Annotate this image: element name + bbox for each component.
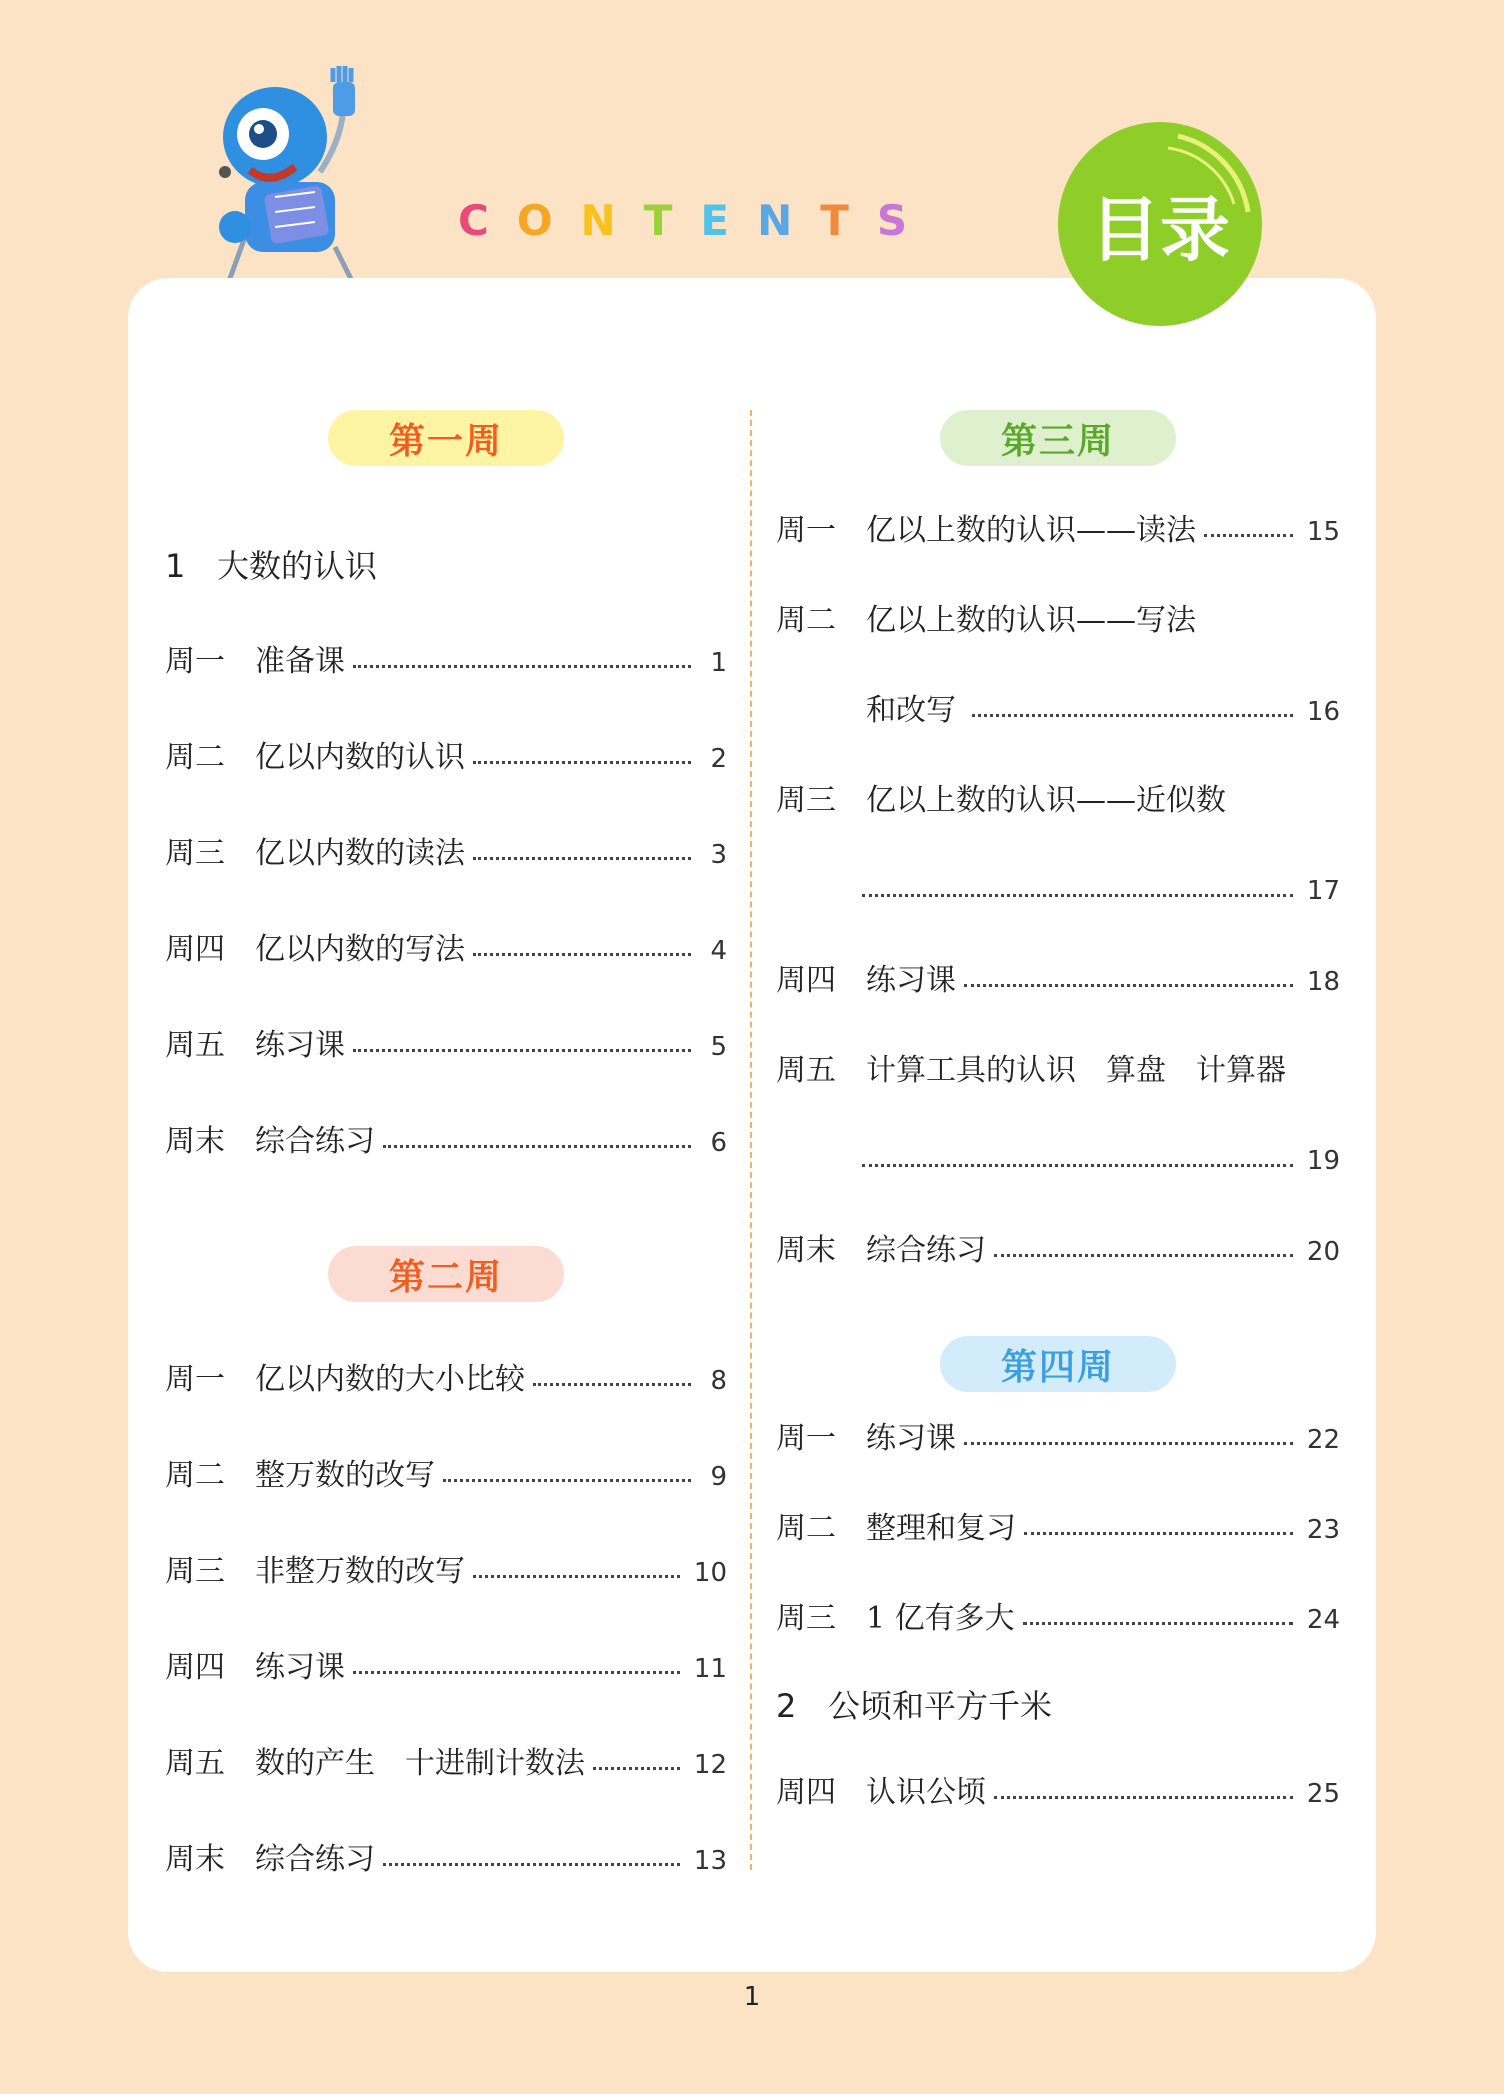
toc-title: 亿以内数的写法: [255, 932, 465, 967]
section-title: 公顷和平方千米: [828, 1687, 1053, 1725]
toc-entry[interactable]: [776, 1484, 1340, 1574]
contents-letter: S: [876, 196, 936, 245]
section-number: 2: [776, 1687, 797, 1725]
toc-title: 认识公顷: [866, 1775, 986, 1810]
toc-entry[interactable]: [165, 1332, 727, 1428]
toc-leader-dots: [383, 1863, 680, 1866]
contents-letter: T: [820, 196, 877, 245]
week-4-pill: [940, 1336, 1176, 1392]
toc-page-number: 6: [710, 1128, 727, 1158]
toc-leader-dots: [353, 665, 691, 668]
toc-page-number: 17: [1306, 876, 1340, 906]
toc-entry[interactable]: [165, 1428, 727, 1524]
toc-title: 综合练习: [255, 1124, 375, 1159]
toc-entry[interactable]: [776, 576, 1340, 666]
toc-day: 周二: [776, 603, 836, 638]
toc-leader-dots: [383, 1145, 691, 1148]
toc-leader-dots: [593, 1767, 680, 1770]
toc-page-number: 9: [710, 1462, 727, 1492]
catalog-badge: [1058, 122, 1262, 326]
toc-entry[interactable]: [165, 1094, 727, 1190]
section-title: 大数的认识: [217, 547, 378, 585]
catalog-badge-text: 目录: [1090, 188, 1230, 271]
toc-page-number: 13: [693, 1846, 727, 1876]
toc-day: 周二: [165, 1458, 225, 1493]
toc-page-number: 10: [693, 1558, 727, 1588]
toc-title: 亿以上数的认识——近似数: [866, 783, 1226, 818]
toc-day: 周四: [165, 932, 225, 967]
toc-title: 综合练习: [255, 1842, 375, 1877]
toc-title: 亿以上数的认识——写法: [866, 603, 1196, 638]
toc-title: 1 亿有多大: [866, 1601, 1015, 1636]
toc-leader-dots: [443, 1479, 691, 1482]
toc-leader-dots: [473, 857, 691, 860]
column-divider: [750, 410, 752, 1870]
toc-entry[interactable]: [165, 1716, 727, 1812]
toc-entry[interactable]: [776, 1748, 1340, 1838]
toc-day: 周一: [165, 1362, 225, 1397]
toc-page-number: 24: [1306, 1605, 1340, 1635]
toc-page-number: 2: [710, 744, 727, 774]
toc-entry[interactable]: [776, 936, 1340, 1026]
toc-title: 亿以内数的读法: [255, 836, 465, 871]
section-number: 1: [165, 547, 186, 585]
contents-letter: E: [700, 196, 758, 245]
contents-letter: N: [757, 196, 821, 245]
toc-entry[interactable]: [776, 756, 1340, 846]
toc-day: 周五: [165, 1028, 225, 1063]
toc-title: 非整万数的改写: [255, 1554, 465, 1589]
toc-leader-dots: [1204, 534, 1293, 537]
toc-title: 练习课: [255, 1028, 345, 1063]
toc-leader-dots: [533, 1383, 691, 1386]
toc-leader-dots: [353, 1671, 680, 1674]
toc-entry[interactable]: [776, 1206, 1340, 1296]
toc-entry[interactable]: [165, 614, 727, 710]
toc-page-number: 8: [710, 1366, 727, 1396]
right-column: [776, 410, 1340, 1838]
week-3-label: 第三周: [1000, 420, 1115, 462]
toc-entry[interactable]: [165, 902, 727, 998]
toc-leader-dots: [972, 714, 1293, 717]
toc-entry[interactable]: [165, 1524, 727, 1620]
toc-title: 亿以内数的认识: [255, 740, 465, 775]
toc-page-number: 18: [1306, 967, 1340, 997]
toc-entry-continued[interactable]: [776, 846, 1340, 936]
toc-day: 周三: [776, 783, 836, 818]
toc-entry[interactable]: [776, 1574, 1340, 1664]
toc-entry-continued[interactable]: [776, 1116, 1340, 1206]
page-number: 1: [743, 1982, 761, 2012]
toc-entry[interactable]: [776, 1394, 1340, 1484]
toc-leader-dots: [473, 1575, 680, 1578]
toc-page-number: 20: [1306, 1237, 1340, 1267]
week-4-label: 第四周: [1000, 1346, 1115, 1388]
toc-day: 周一: [165, 644, 225, 679]
section-2-heading: [776, 1664, 1340, 1748]
toc-entry[interactable]: [776, 486, 1340, 576]
week-3-pill: [940, 410, 1176, 466]
toc-leader-dots: [964, 1442, 1293, 1445]
toc-title-continued: 和改写: [866, 693, 956, 728]
week-2-list: [165, 1332, 727, 1908]
toc-title: 综合练习: [866, 1233, 986, 1268]
toc-day: 周五: [165, 1746, 225, 1781]
week-1-label: 第一周: [388, 420, 503, 462]
toc-title: 练习课: [866, 963, 956, 998]
toc-day: 周四: [776, 1775, 836, 1810]
toc-title: 计算工具的认识 算盘 计算器: [866, 1053, 1286, 1088]
toc-title: 准备课: [255, 644, 345, 679]
contents-letter: T: [643, 196, 701, 245]
toc-title: 亿以上数的认识——读法: [866, 513, 1196, 548]
week-2-pill: [328, 1246, 564, 1302]
toc-page-number: 22: [1306, 1425, 1340, 1455]
toc-page-number: 4: [710, 936, 727, 966]
toc-page-number: 11: [693, 1654, 727, 1684]
toc-leader-dots: [994, 1796, 1293, 1799]
toc-leader-dots: [862, 894, 1293, 897]
toc-day: 周三: [776, 1601, 836, 1636]
left-column: [165, 410, 727, 1908]
toc-day: 周一: [776, 1421, 836, 1456]
toc-day: 周末: [165, 1842, 225, 1877]
toc-entry[interactable]: [165, 1812, 727, 1908]
toc-day: 周末: [776, 1233, 836, 1268]
toc-title: 亿以内数的大小比较: [255, 1362, 525, 1397]
toc-page-number: 5: [710, 1032, 727, 1062]
toc-page-number: 16: [1306, 697, 1340, 727]
week-2-label: 第二周: [388, 1256, 503, 1298]
section-1-heading: [165, 518, 727, 614]
week-3-list: [776, 486, 1340, 1296]
toc-day: 周一: [776, 513, 836, 548]
toc-leader-dots: [994, 1254, 1293, 1257]
contents-letter: O: [516, 196, 581, 245]
toc-day: 周五: [776, 1053, 836, 1088]
toc-entry-continued[interactable]: [776, 666, 1340, 756]
toc-day: 周三: [165, 1554, 225, 1589]
toc-entry[interactable]: [165, 710, 727, 806]
toc-day: 周二: [776, 1511, 836, 1546]
toc-leader-dots: [1023, 1622, 1293, 1625]
toc-title: 数的产生 十进制计数法: [255, 1746, 585, 1781]
toc-title: 整万数的改写: [255, 1458, 435, 1493]
contents-letter: N: [580, 196, 644, 245]
toc-entry[interactable]: [165, 998, 727, 1094]
toc-leader-dots: [473, 761, 691, 764]
toc-page-number: 3: [710, 840, 727, 870]
week-4-list-continued: [776, 1748, 1340, 1838]
toc-title: 练习课: [866, 1421, 956, 1456]
toc-leader-dots: [353, 1049, 691, 1052]
toc-day: 周三: [165, 836, 225, 871]
toc-day: 周末: [165, 1124, 225, 1159]
toc-page-number: 12: [693, 1750, 727, 1780]
toc-title: 练习课: [255, 1650, 345, 1685]
week-4-list: [776, 1394, 1340, 1664]
toc-leader-dots: [1024, 1532, 1293, 1535]
week-1-pill: [328, 410, 564, 466]
toc-day: 周四: [165, 1650, 225, 1685]
toc-entry[interactable]: [165, 806, 727, 902]
contents-letter: C: [458, 196, 517, 245]
toc-page-number: 25: [1306, 1779, 1340, 1809]
toc-title: 整理和复习: [866, 1511, 1016, 1546]
toc-page-number: 23: [1306, 1515, 1340, 1545]
toc-page-number: 15: [1306, 517, 1340, 547]
toc-page-number: 19: [1306, 1146, 1340, 1176]
toc-entry[interactable]: [776, 1026, 1340, 1116]
contents-heading: [458, 196, 935, 245]
toc-leader-dots: [862, 1164, 1293, 1167]
toc-entry[interactable]: [165, 1620, 727, 1716]
toc-day: 周四: [776, 963, 836, 998]
week-1-list: [165, 614, 727, 1190]
toc-leader-dots: [964, 984, 1293, 987]
toc-day: 周二: [165, 740, 225, 775]
toc-page-number: 1: [710, 648, 727, 678]
toc-leader-dots: [473, 953, 691, 956]
